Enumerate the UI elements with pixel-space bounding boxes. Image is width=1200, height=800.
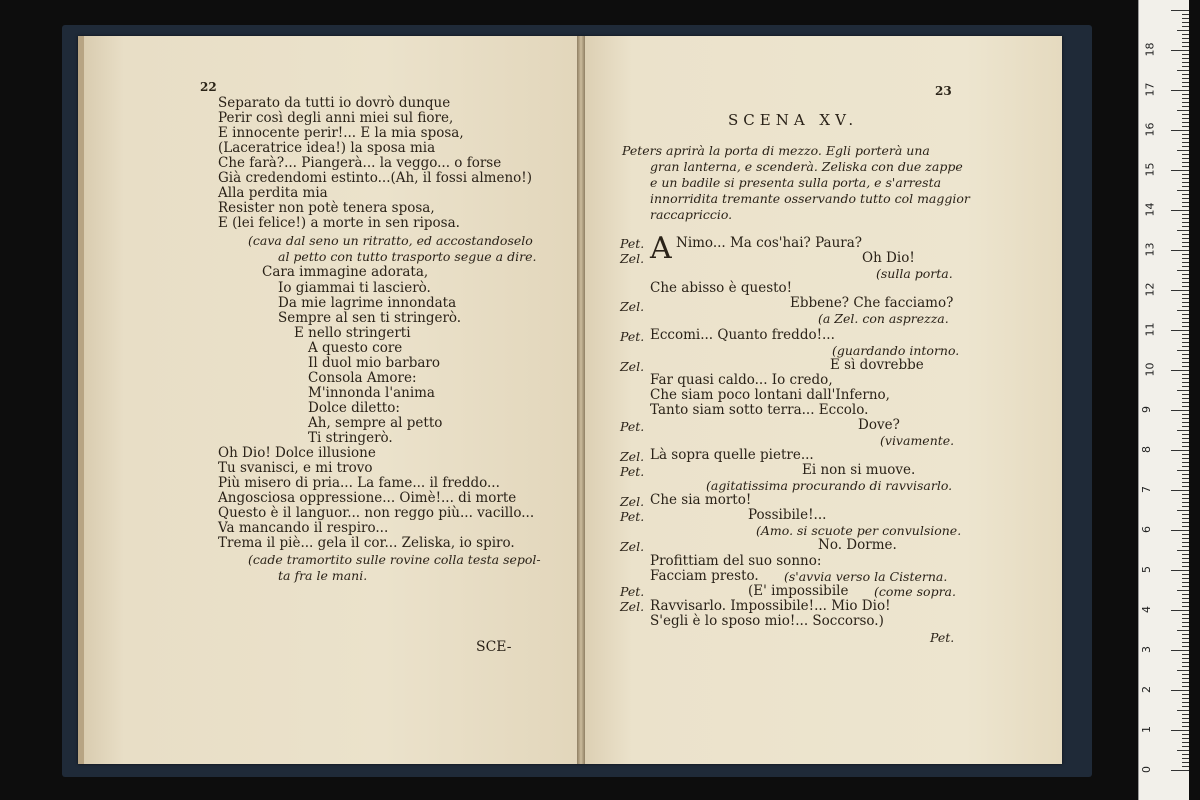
ruler-tick bbox=[1182, 358, 1189, 359]
ruler-tick bbox=[1182, 98, 1189, 99]
ruler-tick bbox=[1177, 710, 1189, 711]
stage-note: (come sopra. bbox=[874, 584, 956, 599]
ruler-tick bbox=[1182, 502, 1189, 503]
ruler-tick bbox=[1182, 158, 1189, 159]
left-line: Perir così degli anni miei sul fiore, bbox=[218, 110, 454, 126]
ruler-tick bbox=[1177, 70, 1189, 71]
stage-direction-line: Peters aprirà la porta di mezzo. Egli porterà una bbox=[622, 143, 930, 158]
left-line: Cara immagine adorata, bbox=[262, 264, 429, 280]
ruler-tick bbox=[1182, 722, 1189, 723]
drop-cap: A bbox=[650, 231, 672, 266]
left-line: Tu svanisci, e mi trovo bbox=[218, 460, 373, 476]
ruler-tick bbox=[1182, 562, 1189, 563]
ruler-tick bbox=[1182, 666, 1189, 667]
ruler-tick bbox=[1182, 102, 1189, 103]
ruler-tick bbox=[1182, 542, 1189, 543]
dialogue-line: S'egli è lo sposo mio!... Soccorso.) bbox=[650, 613, 884, 629]
ruler-tick bbox=[1182, 746, 1189, 747]
ruler-tick bbox=[1182, 634, 1189, 635]
ruler-tick bbox=[1182, 242, 1189, 243]
dialogue-line: Eccomi... Quanto freddo!... bbox=[650, 327, 835, 343]
ruler-tick bbox=[1182, 522, 1189, 523]
ruler-tick bbox=[1182, 262, 1189, 263]
ruler-tick bbox=[1171, 250, 1189, 251]
ruler-tick bbox=[1182, 434, 1189, 435]
ruler-tick bbox=[1171, 450, 1189, 451]
dialogue-line: Tanto siam sotto terra... Eccolo. bbox=[650, 402, 869, 418]
ruler-tick bbox=[1182, 198, 1189, 199]
ruler-tick bbox=[1177, 230, 1189, 231]
left-line: Già credendomi estinto...(Ah, il fossi almeno!) bbox=[218, 170, 532, 186]
dialogue-line: No. Dorme. bbox=[818, 537, 897, 553]
ruler-tick bbox=[1182, 298, 1189, 299]
ruler-tick bbox=[1171, 410, 1189, 411]
ruler-tick bbox=[1182, 334, 1189, 335]
speaker-label: Zel. bbox=[620, 539, 645, 554]
left-line: Io giammai ti lascierò. bbox=[278, 280, 431, 296]
ruler-tick bbox=[1182, 62, 1189, 63]
ruler-tick bbox=[1182, 246, 1189, 247]
ruler-tick bbox=[1171, 730, 1189, 731]
ruler-tick bbox=[1177, 510, 1189, 511]
ruler-tick bbox=[1171, 770, 1189, 771]
left-line: Ah, sempre al petto bbox=[308, 415, 443, 431]
scene-title: SCENA XV. bbox=[728, 111, 859, 129]
left-line: Ti stringerò. bbox=[308, 430, 393, 446]
ruler-tick bbox=[1182, 182, 1189, 183]
ruler-tick bbox=[1182, 406, 1189, 407]
ruler-tick bbox=[1177, 750, 1189, 751]
ruler-tick bbox=[1182, 534, 1189, 535]
ruler-tick bbox=[1177, 390, 1189, 391]
ruler-tick bbox=[1171, 50, 1189, 51]
ruler-tick bbox=[1182, 178, 1189, 179]
ruler-tick bbox=[1182, 498, 1189, 499]
left-stage-direction: al petto con tutto trasporto segue a dire. bbox=[278, 249, 537, 264]
ruler-label: 8 bbox=[1140, 446, 1153, 453]
right-page-number: 23 bbox=[935, 84, 952, 98]
ruler-tick bbox=[1182, 218, 1189, 219]
left-line: E (lei felice!) a morte in sen riposa. bbox=[218, 215, 460, 231]
ruler-tick bbox=[1182, 546, 1189, 547]
left-stage-direction: ta fra le mani. bbox=[278, 568, 368, 583]
ruler-tick bbox=[1182, 66, 1189, 67]
ruler-label: 7 bbox=[1140, 486, 1153, 493]
ruler-tick bbox=[1182, 754, 1189, 755]
ruler-tick bbox=[1182, 674, 1189, 675]
ruler-tick bbox=[1182, 594, 1189, 595]
ruler-tick bbox=[1182, 682, 1189, 683]
ruler-tick bbox=[1182, 478, 1189, 479]
ruler-tick bbox=[1182, 134, 1189, 135]
ruler-tick bbox=[1182, 738, 1189, 739]
stage-direction-line: raccapriccio. bbox=[650, 207, 733, 222]
left-stage-direction: (cade tramortito sulle rovine colla testa sepol- bbox=[248, 552, 541, 567]
dialogue-line: Oh Dio! bbox=[862, 250, 915, 266]
left-page-number: 22 bbox=[200, 80, 217, 94]
left-line: A questo core bbox=[308, 340, 403, 356]
ruler-tick bbox=[1182, 658, 1189, 659]
ruler-tick bbox=[1182, 586, 1189, 587]
ruler-tick bbox=[1182, 762, 1189, 763]
ruler-tick bbox=[1182, 118, 1189, 119]
book-gutter bbox=[577, 36, 585, 764]
ruler-tick bbox=[1182, 106, 1189, 107]
ruler-label: 2 bbox=[1140, 686, 1153, 693]
ruler-tick bbox=[1182, 294, 1189, 295]
left-line: Che farà?... Piangerà... la veggo... o forse bbox=[218, 155, 502, 171]
stage-note: (guardando intorno. bbox=[832, 343, 960, 358]
ruler-tick bbox=[1182, 234, 1189, 235]
ruler-tick bbox=[1171, 610, 1189, 611]
ruler-label: 4 bbox=[1140, 606, 1153, 613]
ruler-tick bbox=[1182, 402, 1189, 403]
dialogue-line: E sì dovrebbe bbox=[830, 357, 924, 373]
speaker-label: Zel. bbox=[620, 251, 645, 266]
left-line: Separato da tutti io dovrò dunque bbox=[218, 95, 451, 111]
ruler-tick bbox=[1182, 646, 1189, 647]
ruler-tick bbox=[1182, 638, 1189, 639]
stage-note: (sulla porta. bbox=[876, 266, 953, 281]
ruler-tick bbox=[1182, 366, 1189, 367]
ruler-tick bbox=[1182, 626, 1189, 627]
ruler-tick bbox=[1182, 514, 1189, 515]
ruler-tick bbox=[1177, 110, 1189, 111]
ruler-tick bbox=[1182, 574, 1189, 575]
ruler-label: 3 bbox=[1140, 646, 1153, 653]
ruler-tick bbox=[1182, 74, 1189, 75]
ruler-tick bbox=[1182, 342, 1189, 343]
ruler-tick bbox=[1182, 126, 1189, 127]
ruler-tick bbox=[1171, 170, 1189, 171]
left-line: Questo è il languor... non reggo più... vacillo... bbox=[218, 505, 535, 521]
ruler-tick bbox=[1182, 482, 1189, 483]
ruler-label: 0 bbox=[1140, 766, 1153, 773]
speaker-label: Zel. bbox=[620, 449, 645, 464]
ruler-tick bbox=[1177, 590, 1189, 591]
ruler-tick bbox=[1182, 274, 1189, 275]
ruler-tick bbox=[1182, 202, 1189, 203]
ruler-tick bbox=[1182, 78, 1189, 79]
ruler-tick bbox=[1182, 162, 1189, 163]
ruler-tick bbox=[1182, 466, 1189, 467]
dialogue-line: Profittiam del suo sonno: bbox=[650, 553, 822, 569]
dialogue-line: Facciam presto. bbox=[650, 568, 759, 584]
ruler-tick bbox=[1182, 34, 1189, 35]
ruler-tick bbox=[1171, 90, 1189, 91]
dialogue-line: (E' impossibile bbox=[748, 583, 849, 599]
ruler-tick bbox=[1182, 442, 1189, 443]
ruler-tick bbox=[1182, 566, 1189, 567]
ruler-label: 11 bbox=[1143, 322, 1157, 337]
ruler-label: 12 bbox=[1143, 282, 1157, 297]
ruler-tick bbox=[1182, 766, 1189, 767]
dialogue-line: Ei non si muove. bbox=[802, 462, 916, 478]
ruler-tick bbox=[1177, 270, 1189, 271]
ruler-label: 1 bbox=[1140, 726, 1153, 733]
left-line: E nello stringerti bbox=[294, 325, 411, 341]
stage-note: (a Zel. con asprezza. bbox=[818, 311, 949, 326]
dialogue-line: Far quasi caldo... Io credo, bbox=[650, 372, 833, 388]
ruler-tick bbox=[1182, 458, 1189, 459]
ruler-tick bbox=[1182, 46, 1189, 47]
ruler-tick bbox=[1182, 582, 1189, 583]
ruler-label: 13 bbox=[1143, 242, 1157, 257]
stage-note: (Amo. si scuote per convulsione. bbox=[756, 523, 962, 538]
ruler-tick bbox=[1182, 42, 1189, 43]
ruler-tick bbox=[1182, 494, 1189, 495]
ruler-tick bbox=[1182, 398, 1189, 399]
ruler-tick bbox=[1182, 238, 1189, 239]
ruler-tick bbox=[1171, 650, 1189, 651]
ruler-tick bbox=[1182, 394, 1189, 395]
ruler-tick bbox=[1182, 346, 1189, 347]
ruler-tick bbox=[1171, 690, 1189, 691]
dialogue-line: Nimo... Ma cos'hai? Paura? bbox=[676, 235, 863, 251]
ruler-tick bbox=[1171, 570, 1189, 571]
ruler-tick bbox=[1182, 222, 1189, 223]
ruler-tick bbox=[1182, 578, 1189, 579]
ruler-tick bbox=[1182, 486, 1189, 487]
ruler-tick bbox=[1182, 278, 1189, 279]
ruler-tick bbox=[1182, 382, 1189, 383]
ruler-tick bbox=[1182, 678, 1189, 679]
dialogue-line: Ravvisarlo. Impossibile!... Mio Dio! bbox=[650, 598, 891, 614]
left-line: Più misero di pria... La fame... il freddo... bbox=[218, 475, 500, 491]
ruler-tick bbox=[1182, 206, 1189, 207]
ruler-tick bbox=[1177, 670, 1189, 671]
ruler-tick bbox=[1171, 530, 1189, 531]
ruler-tick bbox=[1182, 454, 1189, 455]
speaker-label: Pet. bbox=[620, 329, 645, 344]
ruler-tick bbox=[1177, 150, 1189, 151]
stage-direction-line: gran lanterna, e scenderà. Zeliska con due zappe bbox=[650, 159, 963, 174]
left-line: Va mancando il respiro... bbox=[218, 520, 389, 536]
stage-direction-line: innorridita tremante osservando tutto col maggior bbox=[650, 191, 970, 206]
ruler-tick bbox=[1182, 614, 1189, 615]
ruler-tick bbox=[1182, 518, 1189, 519]
left-line: Resister non potè tenera sposa, bbox=[218, 200, 435, 216]
ruler-tick bbox=[1171, 370, 1189, 371]
ruler-tick bbox=[1182, 322, 1189, 323]
left-line: (Laceratrice idea!) la sposa mia bbox=[218, 140, 436, 156]
ruler-tick bbox=[1182, 538, 1189, 539]
ruler-tick bbox=[1182, 314, 1189, 315]
ruler-tick bbox=[1182, 462, 1189, 463]
dialogue-line: Che abisso è questo! bbox=[650, 280, 793, 296]
ruler-tick bbox=[1182, 386, 1189, 387]
ruler-tick bbox=[1171, 490, 1189, 491]
ruler-tick bbox=[1182, 186, 1189, 187]
ruler-tick bbox=[1177, 470, 1189, 471]
left-line: Oh Dio! Dolce illusione bbox=[218, 445, 376, 461]
ruler-tick bbox=[1182, 14, 1189, 15]
ruler-tick bbox=[1182, 302, 1189, 303]
ruler-tick bbox=[1182, 338, 1189, 339]
right-catchword: Pet. bbox=[930, 630, 955, 645]
ruler-label: 17 bbox=[1143, 82, 1157, 97]
ruler-tick bbox=[1182, 146, 1189, 147]
ruler-tick bbox=[1182, 166, 1189, 167]
ruler-tick bbox=[1177, 550, 1189, 551]
stage-note: (vivamente. bbox=[880, 433, 955, 448]
ruler-tick bbox=[1182, 58, 1189, 59]
ruler-tick bbox=[1182, 734, 1189, 735]
left-catchword: SCE- bbox=[476, 639, 512, 655]
ruler-label: 5 bbox=[1140, 566, 1153, 573]
ruler-tick bbox=[1182, 326, 1189, 327]
ruler-tick bbox=[1182, 286, 1189, 287]
ruler-tick bbox=[1177, 190, 1189, 191]
dialogue-line: Che siam poco lontani dall'Inferno, bbox=[650, 387, 890, 403]
dialogue-line: Possibile!... bbox=[748, 507, 827, 523]
ruler-tick bbox=[1182, 154, 1189, 155]
ruler-tick bbox=[1182, 554, 1189, 555]
left-line: Dolce diletto: bbox=[308, 400, 400, 416]
ruler-tick bbox=[1182, 422, 1189, 423]
left-line: Angosciosa oppressione... Oimè!... di morte bbox=[218, 490, 517, 506]
dialogue-line: Ebbene? Che facciamo? bbox=[790, 295, 954, 311]
ruler-tick bbox=[1171, 290, 1189, 291]
ruler-label: 9 bbox=[1140, 406, 1153, 413]
ruler-tick bbox=[1182, 54, 1189, 55]
ruler-tick bbox=[1182, 662, 1189, 663]
ruler-tick bbox=[1182, 414, 1189, 415]
ruler-tick bbox=[1182, 254, 1189, 255]
ruler-tick bbox=[1182, 598, 1189, 599]
ruler-tick bbox=[1182, 642, 1189, 643]
speaker-label: Pet. bbox=[620, 236, 645, 251]
ruler-label: 14 bbox=[1143, 202, 1157, 217]
ruler-tick bbox=[1182, 718, 1189, 719]
ruler-tick bbox=[1182, 654, 1189, 655]
speaker-label: Zel. bbox=[620, 299, 645, 314]
left-line: Trema il piè... gela il cor... Zeliska, io spiro. bbox=[218, 535, 515, 551]
left-line: Il duol mio barbaro bbox=[308, 355, 440, 371]
ruler-tick bbox=[1182, 122, 1189, 123]
ruler-label: 6 bbox=[1140, 526, 1153, 533]
ruler-tick bbox=[1182, 606, 1189, 607]
ruler-tick bbox=[1182, 282, 1189, 283]
ruler-tick bbox=[1182, 306, 1189, 307]
ruler-tick bbox=[1182, 258, 1189, 259]
ruler-tick bbox=[1182, 742, 1189, 743]
ruler-label: 15 bbox=[1143, 162, 1157, 177]
ruler-tick bbox=[1182, 138, 1189, 139]
ruler-label: 18 bbox=[1143, 42, 1157, 57]
speaker-label: Zel. bbox=[620, 494, 645, 509]
ruler-tick bbox=[1182, 18, 1189, 19]
ruler-tick bbox=[1182, 354, 1189, 355]
ruler-tick bbox=[1177, 310, 1189, 311]
dialogue-line: Là sopra quelle pietre... bbox=[650, 447, 814, 463]
ruler-tick bbox=[1182, 618, 1189, 619]
stage-note: (s'avvia verso la Cisterna. bbox=[784, 569, 948, 584]
ruler-tick bbox=[1182, 214, 1189, 215]
ruler-tick bbox=[1171, 10, 1189, 11]
ruler-tick bbox=[1182, 426, 1189, 427]
left-stage-direction: (cava dal seno un ritratto, ed accostandoselo bbox=[248, 233, 533, 248]
ruler-tick bbox=[1171, 210, 1189, 211]
speaker-label: Pet. bbox=[620, 584, 645, 599]
ruler-tick bbox=[1182, 506, 1189, 507]
ruler-tick bbox=[1171, 330, 1189, 331]
ruler-tick bbox=[1182, 174, 1189, 175]
stage-direction-line: e un badile si presenta sulla porta, e s'arresta bbox=[650, 175, 942, 190]
ruler-tick bbox=[1182, 438, 1189, 439]
ruler-tick bbox=[1177, 350, 1189, 351]
measurement-ruler bbox=[1138, 0, 1189, 800]
ruler-tick bbox=[1182, 142, 1189, 143]
stage-note: (agitatissima procurando di ravvisarlo. bbox=[706, 478, 953, 493]
ruler-tick bbox=[1182, 38, 1189, 39]
ruler-tick bbox=[1182, 82, 1189, 83]
ruler-tick bbox=[1182, 194, 1189, 195]
ruler-tick bbox=[1182, 374, 1189, 375]
dialogue-line: Che sia morto! bbox=[650, 492, 752, 508]
ruler-tick bbox=[1171, 130, 1189, 131]
ruler-tick bbox=[1182, 758, 1189, 759]
ruler-tick bbox=[1182, 726, 1189, 727]
ruler-label: 10 bbox=[1143, 362, 1157, 377]
ruler-tick bbox=[1182, 26, 1189, 27]
ruler-tick bbox=[1182, 378, 1189, 379]
ruler-tick bbox=[1182, 226, 1189, 227]
ruler-tick bbox=[1182, 602, 1189, 603]
ruler-label: 16 bbox=[1143, 122, 1157, 137]
left-line: Consola Amore: bbox=[308, 370, 417, 386]
ruler-tick bbox=[1182, 266, 1189, 267]
left-line: Da mie lagrime innondata bbox=[278, 295, 457, 311]
ruler-tick bbox=[1177, 430, 1189, 431]
ruler-tick bbox=[1177, 630, 1189, 631]
speaker-label: Zel. bbox=[620, 359, 645, 374]
ruler-tick bbox=[1182, 526, 1189, 527]
ruler-tick bbox=[1182, 22, 1189, 23]
ruler-tick bbox=[1177, 30, 1189, 31]
ruler-tick bbox=[1182, 558, 1189, 559]
ruler-tick bbox=[1182, 706, 1189, 707]
ruler-tick bbox=[1182, 686, 1189, 687]
ruler-tick bbox=[1182, 418, 1189, 419]
ruler-tick bbox=[1182, 694, 1189, 695]
ruler-tick bbox=[1182, 318, 1189, 319]
ruler-tick bbox=[1182, 362, 1189, 363]
ruler-tick bbox=[1182, 714, 1189, 715]
left-line: E innocente perir!... E la mia sposa, bbox=[218, 125, 464, 141]
left-line: M'innonda l'anima bbox=[308, 385, 435, 401]
ruler-tick bbox=[1182, 622, 1189, 623]
ruler-tick bbox=[1182, 474, 1189, 475]
ruler-tick bbox=[1182, 698, 1189, 699]
ruler-tick bbox=[1182, 114, 1189, 115]
left-line: Sempre al sen ti stringerò. bbox=[278, 310, 462, 326]
ruler-tick bbox=[1182, 446, 1189, 447]
speaker-label: Pet. bbox=[620, 419, 645, 434]
dialogue-line: Dove? bbox=[858, 417, 900, 433]
left-line: Alla perdita mia bbox=[218, 185, 328, 201]
ruler-tick bbox=[1182, 94, 1189, 95]
speaker-label: Pet. bbox=[620, 464, 645, 479]
speaker-label: Zel. bbox=[620, 599, 645, 614]
ruler-tick bbox=[1182, 702, 1189, 703]
speaker-label: Pet. bbox=[620, 509, 645, 524]
ruler-tick bbox=[1182, 86, 1189, 87]
